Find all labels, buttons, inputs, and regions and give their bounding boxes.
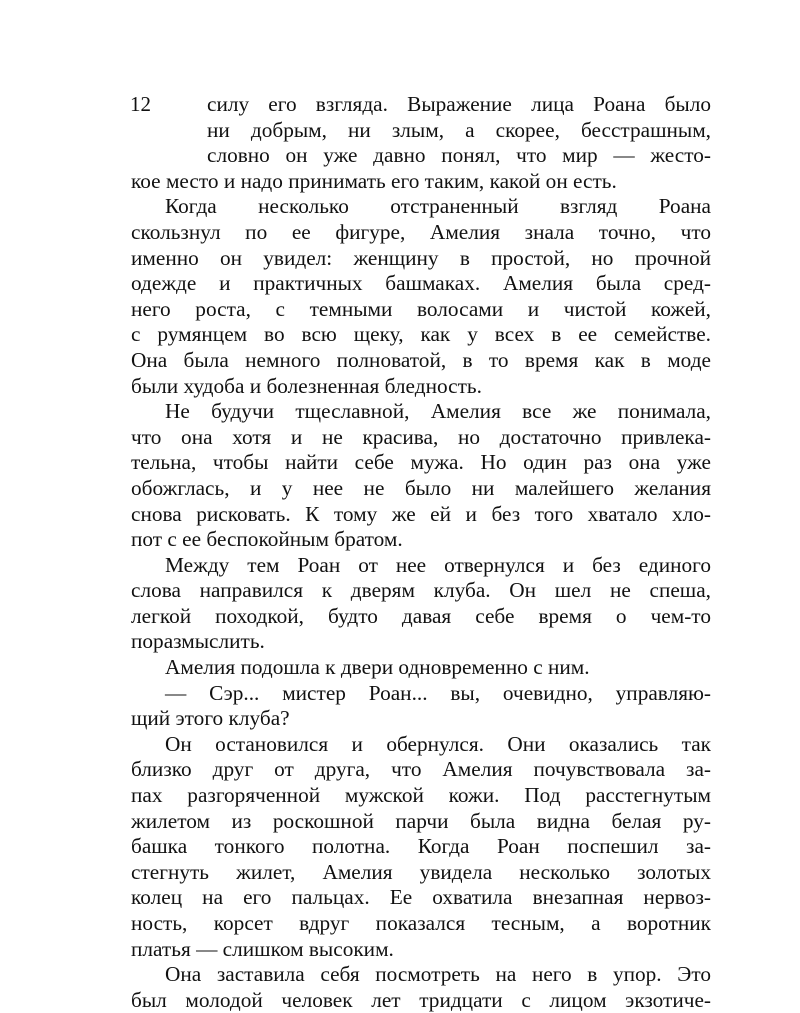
text-line: кое место и надо принимать его таким, какой он есть.	[131, 168, 617, 193]
text-line: скользнул по ее фигуре, Амелия знала точно, что	[131, 219, 711, 244]
text-line: Она была немного полноватой, в то время как в моде	[131, 347, 711, 372]
text-line: Амелия подошла к двери одновременно с ним.	[165, 655, 590, 680]
text-line: пах разгоряченной мужской кожи. Под расстегнутым	[131, 783, 711, 808]
text-line: что она хотя и не красива, но достаточно привлека-	[131, 424, 711, 449]
text-line: с румянцем во всю щеку, как у всех в ее семействе.	[131, 322, 711, 347]
text-line: поразмыслить.	[131, 629, 265, 654]
text-line: пот с ее беспокойным братом.	[131, 527, 403, 552]
text-line: слова направился к дверям клуба. Он шел не спеша,	[131, 578, 711, 603]
body-text	[131, 92, 711, 1013]
text-line: были худоба и болезненная бледность.	[131, 373, 482, 398]
text-line: Не будучи тщеславной, Амелия все же понимала,	[165, 399, 711, 424]
text-line: одежде и практичных башмаках. Амелия была сред-	[131, 271, 711, 296]
text-line: снова рисковать. К тому же ей и без того хватало хло-	[131, 501, 711, 526]
text-line: башка тонкого полотна. Когда Роан поспешил за-	[131, 834, 711, 859]
text-line: близко друг от друга, что Амелия почувствовала за-	[131, 757, 711, 782]
text-line: легкой походкой, будто давая себе время о чем-то	[131, 603, 711, 628]
text-line: жилетом из роскошной парчи была видна белая ру-	[131, 808, 711, 833]
text-line: словно он уже давно понял, что мир — жесто-	[207, 143, 711, 168]
text-line: щий этого клуба?	[131, 706, 290, 731]
text-line: Она заставила себя посмотреть на него в упор. Это	[165, 962, 711, 987]
text-line: Между тем Роан от нее отвернулся и без единого	[165, 552, 711, 577]
text-line: ность, корсет вдруг показался тесным, а воротник	[131, 911, 711, 935]
text-line: колец на его пальцах. Ее охватила внезапная нервоз-	[131, 885, 711, 910]
text-line: Когда несколько отстраненный взгляд Роана	[165, 194, 711, 219]
text-line: — Сэр... мистер Роан... вы, очевидно, управляю-	[165, 680, 711, 705]
page-number: 12	[130, 92, 151, 116]
text-line: обожглась, и у нее не было ни малейшего желания	[131, 475, 711, 500]
text-line: Он остановился и обернулся. Они оказались так	[165, 731, 711, 756]
text-line: него роста, с темными волосами и чистой кожей,	[131, 296, 711, 321]
text-line: ни добрым, ни злым, а скорее, бесстрашным,	[207, 117, 711, 142]
text-line: именно он увидел: женщину в простой, но прочной	[131, 245, 711, 270]
text-line: стегнуть жилет, Амелия увидела несколько золотых	[131, 859, 711, 884]
text-line: силу его взгляда. Выражение лица Роана было	[207, 92, 711, 116]
text-line: был молодой человек лет тридцати с лицом экзотиче-	[131, 987, 711, 1012]
text-line: платья — слишком высоким.	[131, 936, 394, 961]
text-line: тельна, чтобы найти себе мужа. Но один раз она уже	[131, 450, 711, 475]
